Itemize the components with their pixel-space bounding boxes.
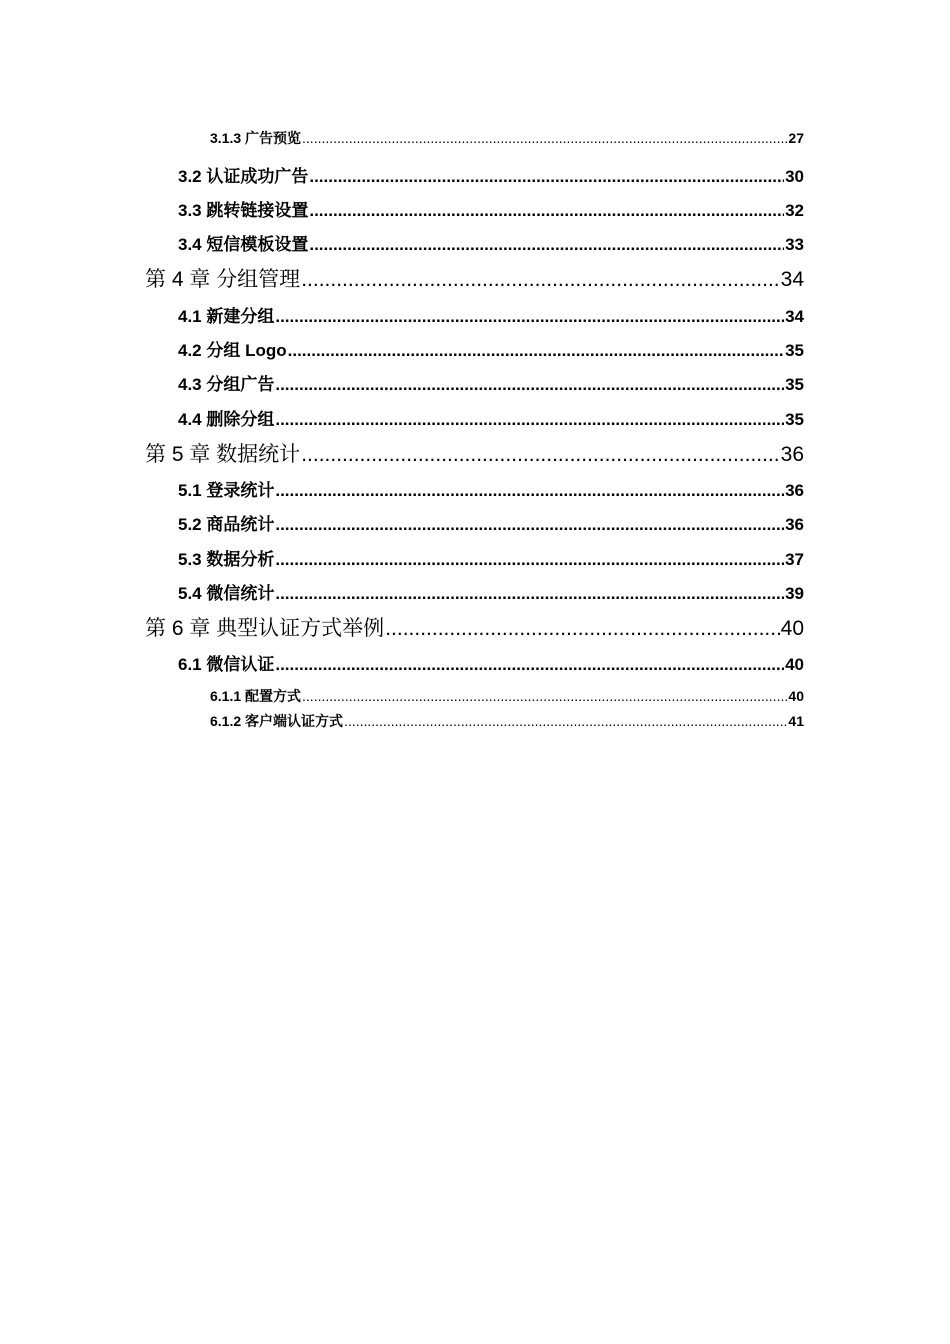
toc-dot-leader [275, 584, 784, 604]
toc-entry-title: 4.1 新建分组 [178, 307, 275, 326]
toc-entry-6-1-1[interactable] [210, 686, 804, 706]
toc-dot-leader [275, 307, 784, 327]
toc-dot-leader [288, 341, 784, 361]
toc-entry-6-1-2[interactable] [210, 711, 804, 731]
toc-dot-leader [309, 235, 784, 255]
toc-dot-leader [309, 167, 784, 187]
toc-dot-leader [301, 443, 779, 467]
toc-dot-leader [275, 655, 784, 675]
toc-page-number: 30 [785, 167, 804, 186]
toc-entry-title: 6.1.1 配置方式 [210, 688, 302, 704]
toc-page-number: 39 [785, 584, 804, 603]
toc-page-number: 40 [780, 617, 804, 640]
toc-page-number: 36 [785, 515, 804, 534]
toc-page-number: 36 [785, 481, 804, 500]
toc-page-number: 40 [788, 688, 804, 704]
toc-entry-title: 6.1 微信认证 [178, 655, 275, 674]
toc-entry-chapter-5[interactable] [145, 438, 804, 468]
toc-entry-title: 4.3 分组广告 [178, 375, 275, 394]
toc-page-number: 33 [785, 235, 804, 254]
toc-entry-4-3[interactable] [178, 370, 804, 395]
toc-dot-leader [309, 201, 784, 221]
toc-entry-title: 4.2 分组 Logo [178, 341, 287, 360]
toc-entry-title: 4.4 删除分组 [178, 410, 275, 429]
toc-entry-6-1[interactable] [178, 650, 804, 675]
toc-page-number: 34 [780, 268, 804, 291]
toc-dot-leader [301, 268, 779, 292]
toc-dot-leader [302, 688, 787, 704]
toc-entry-title: 3.3 跳转链接设置 [178, 201, 309, 220]
toc-dot-leader [275, 375, 784, 395]
toc-page-number: 36 [780, 443, 804, 466]
toc-page-number: 27 [788, 130, 804, 146]
toc-entry-title: 6.1.2 客户端认证方式 [210, 713, 344, 729]
toc-entry-5-3[interactable] [178, 545, 804, 570]
toc-entry-title: 5.2 商品统计 [178, 515, 275, 534]
toc-entry-4-4[interactable] [178, 405, 804, 430]
toc-page-number: 35 [785, 375, 804, 394]
toc-entry-5-4[interactable] [178, 579, 804, 604]
toc-entry-5-1[interactable] [178, 476, 804, 501]
toc-entry-4-2[interactable] [178, 336, 804, 361]
toc-entry-3-3[interactable] [178, 196, 804, 221]
toc-dot-leader [275, 410, 784, 430]
toc-entry-title: 5.1 登录统计 [178, 481, 275, 500]
toc-entry-3-1-3[interactable] [210, 128, 804, 148]
toc-page-number: 32 [785, 201, 804, 220]
toc-page-number: 35 [785, 341, 804, 360]
toc-entry-chapter-4[interactable] [145, 263, 804, 293]
toc-entry-3-4[interactable] [178, 230, 804, 255]
toc-entry-title: 3.4 短信模板设置 [178, 235, 309, 254]
toc-entry-title: 第 4 章 分组管理 [145, 268, 301, 291]
toc-page-number: 37 [785, 550, 804, 569]
toc-entry-title: 5.4 微信统计 [178, 584, 275, 603]
toc-page-number: 40 [785, 655, 804, 674]
toc-page-number: 41 [788, 713, 804, 729]
toc-entry-title: 5.3 数据分析 [178, 550, 275, 569]
toc-page-number: 34 [785, 307, 804, 326]
toc-page-number: 35 [785, 410, 804, 429]
toc-dot-leader [385, 617, 779, 641]
toc-entry-4-1[interactable] [178, 302, 804, 327]
toc-dot-leader [275, 515, 784, 535]
toc-entry-title: 第 6 章 典型认证方式举例 [145, 617, 385, 640]
toc-entry-title: 3.2 认证成功广告 [178, 167, 309, 186]
toc-dot-leader [344, 713, 787, 729]
toc-dot-leader [275, 481, 784, 501]
toc-dot-leader [302, 130, 787, 146]
toc-entry-title: 第 5 章 数据统计 [145, 443, 301, 466]
toc-entry-title: 3.1.3 广告预览 [210, 130, 302, 146]
toc-dot-leader [275, 550, 784, 570]
toc-entry-3-2[interactable] [178, 162, 804, 187]
toc-entry-5-2[interactable] [178, 510, 804, 535]
toc-entry-chapter-6[interactable] [145, 612, 804, 642]
